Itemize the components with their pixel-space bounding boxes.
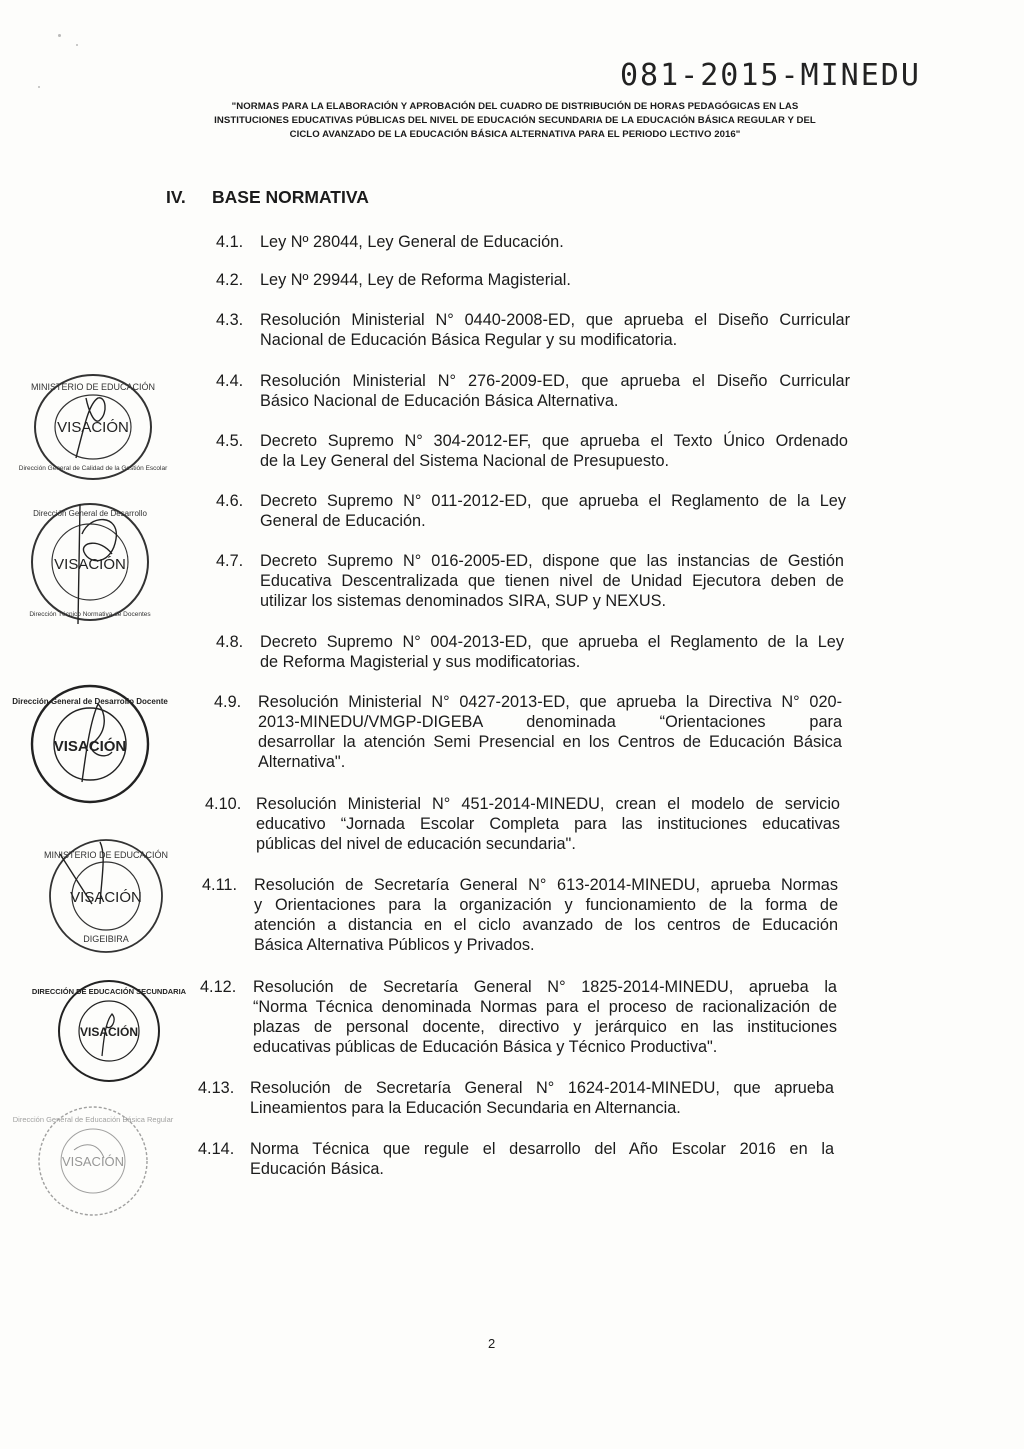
item-number: 4.13. bbox=[198, 1079, 235, 1097]
item-text-line: Educativa Descentralizada que tienen nivel de Unidad Ejecutora deben de bbox=[260, 572, 844, 590]
item-text-line: Decreto Supremo N° 016-2005-ED, dispone que las instancias de Gestión bbox=[260, 552, 844, 570]
item-number: 4.14. bbox=[198, 1140, 235, 1158]
document-title-line: "NORMAS PARA LA ELABORACIÓN Y APROBACIÓN DEL CUADRO DE DISTRIBUCIÓN DE HORAS PEDAGÓGICAS EN LAS bbox=[231, 101, 799, 112]
item-text-line: Resolución Ministerial N° 276-2009-ED, que aprueba el Diseño Curricular bbox=[260, 372, 850, 390]
item-text-line: Resolución de Secretaría General N° 1825-2014-MINEDU, aprueba la bbox=[253, 978, 837, 996]
item-text-line: Decreto Supremo N° 304-2012-EF, que aprueba el Texto Único Ordenado bbox=[260, 432, 848, 450]
visacion-stamp-icon bbox=[40, 834, 172, 958]
scan-speck bbox=[76, 44, 78, 46]
svg-text:VISACIÓN: VISACIÓN bbox=[70, 889, 142, 906]
item-text-line: Decreto Supremo N° 004-2013-ED, que aprueba el Reglamento de la Ley bbox=[260, 633, 844, 651]
item-number: 4.11. bbox=[202, 876, 238, 894]
scan-speck bbox=[38, 86, 40, 88]
item-text-line: Resolución Ministerial N° 451-2014-MINEDU, crean el modelo de servicio bbox=[256, 795, 840, 813]
document-title-line: INSTITUCIONES EDUCATIVAS PÚBLICAS DEL NIVEL DE EDUCACIÓN SECUNDARIA DE LA EDUCACIÓN BÁSICA REGULAR Y DEL bbox=[214, 115, 816, 126]
item-text-line: Resolución de Secretaría General N° 613-2014-MINEDU, aprueba Normas bbox=[254, 876, 838, 894]
svg-text:VISACIÓN: VISACIÓN bbox=[57, 419, 129, 436]
item-text-line: Alternativa". bbox=[258, 753, 346, 771]
item-text-line: General de Educación. bbox=[260, 512, 426, 530]
page-number: 2 bbox=[488, 1336, 496, 1351]
item-number: 4.5. bbox=[216, 432, 244, 450]
item-number: 4.7. bbox=[216, 552, 244, 570]
scan-speck bbox=[58, 34, 61, 37]
item-text-line: Norma Técnica que regule el desarrollo del Año Escolar 2016 en la bbox=[250, 1140, 834, 1158]
item-number: 4.6. bbox=[216, 492, 244, 510]
document-number: 081-2015-MINEDU bbox=[620, 58, 921, 93]
item-text-line: atención a distancia en el ciclo avanzado de los centros de Educación bbox=[254, 916, 838, 934]
svg-text:Dirección General de Educación: Dirección General de Educación Básica Regular bbox=[12, 1115, 174, 1124]
item-text-line: “Norma Técnica denominada Normas para el proceso de racionalización de bbox=[253, 998, 837, 1016]
item-text-line: públicas del nivel de educación secundaria". bbox=[256, 835, 576, 853]
item-number: 4.9. bbox=[214, 693, 242, 711]
svg-text:Dirección Técnico Normativa de: Dirección Técnico Normativa de Docentes bbox=[29, 611, 151, 618]
visacion-stamp-icon bbox=[20, 494, 158, 630]
section-heading bbox=[166, 187, 369, 208]
item-number: 4.2. bbox=[216, 271, 244, 289]
svg-text:VISACIÓN: VISACIÓN bbox=[53, 738, 127, 755]
item-text-line: educativas públicas de Educación Básica y Técnico Productiva". bbox=[253, 1038, 718, 1056]
document-title-line: CICLO AVANZADO DE LA EDUCACIÓN BÁSICA ALTERNATIVA PARA EL PERIODO LECTIVO 2016" bbox=[289, 129, 741, 140]
item-text-line: educativo “Jornada Escolar Completa para las instituciones educativas bbox=[256, 815, 840, 833]
visacion-stamp-icon bbox=[12, 682, 168, 806]
item-text-line: de Reforma Magisterial y sus modificatorias. bbox=[260, 653, 581, 671]
svg-text:MINISTERIO DE EDUCACIÓN: MINISTERIO DE EDUCACIÓN bbox=[43, 850, 169, 860]
item-number: 4.12. bbox=[200, 978, 237, 996]
svg-text:VISACIÓN: VISACIÓN bbox=[61, 1154, 125, 1169]
item-text-line: Básico Nacional de Educación Básica Alternativa. bbox=[260, 392, 619, 410]
item-text-line: Ley Nº 28044, Ley General de Educación. bbox=[260, 233, 564, 251]
svg-text:Dirección General de Calidad d: Dirección General de Calidad de la Gestión Escolar bbox=[18, 465, 168, 472]
section-number: IV. bbox=[166, 187, 186, 207]
item-text-line: y Orientaciones para la organización y funcionamiento de la forma de bbox=[254, 896, 838, 914]
item-text-line: Resolución Ministerial N° 0440-2008-ED, que aprueba el Diseño Curricular bbox=[260, 311, 850, 329]
svg-text:DIGEIBIRA: DIGEIBIRA bbox=[83, 934, 129, 944]
svg-text:Dirección General de Desarroll: Dirección General de Desarrollo Docente bbox=[12, 697, 168, 706]
visacion-stamp-icon bbox=[12, 1102, 174, 1220]
item-number: 4.8. bbox=[216, 633, 244, 651]
item-text-line: desarrollar la atención Semi Presencial en los Centros de Educación Básica bbox=[258, 733, 842, 751]
svg-text:MINISTERIO DE EDUCACIÓN: MINISTERIO DE EDUCACIÓN bbox=[30, 382, 156, 392]
visacion-stamp-icon bbox=[31, 976, 187, 1086]
item-number: 4.4. bbox=[216, 372, 244, 390]
item-text-line: Educación Básica. bbox=[250, 1160, 384, 1178]
svg-text:VISACIÓN: VISACIÓN bbox=[79, 1025, 139, 1039]
item-text-line: Lineamientos para la Educación Secundaria en Alternancia. bbox=[250, 1099, 681, 1117]
item-number: 4.3. bbox=[216, 311, 244, 329]
visacion-stamp-icon bbox=[18, 368, 168, 486]
item-number: 4.1. bbox=[216, 233, 244, 251]
item-text-line: Nacional de Educación Básica Regular y su modificatoria. bbox=[260, 331, 678, 349]
item-text-line: Resolución Ministerial N° 0427-2013-ED, que aprueba la Directiva N° 020- bbox=[258, 693, 842, 711]
item-text-line: Ley Nº 29944, Ley de Reforma Magisterial. bbox=[260, 271, 571, 289]
item-text-line: plazas de personal docente, directivo y jerárquico en las instituciones bbox=[253, 1018, 837, 1036]
item-text-line: Básica Alternativa Públicos y Privados. bbox=[254, 936, 535, 954]
svg-text:Dirección General de Desarroll: Dirección General de Desarrollo bbox=[33, 509, 147, 518]
item-text-line: Resolución de Secretaría General N° 1624-2014-MINEDU, que aprueba bbox=[250, 1079, 834, 1097]
svg-text:DIRECCIÓN DE EDUCACIÓN SECUNDA: DIRECCIÓN DE EDUCACIÓN SECUNDARIA bbox=[31, 987, 187, 996]
item-text-line: Decreto Supremo N° 011-2012-ED, que aprueba el Reglamento de la Ley bbox=[260, 492, 846, 510]
section-title: BASE NORMATIVA bbox=[212, 187, 369, 207]
item-number: 4.10. bbox=[205, 795, 242, 813]
item-text-line: de la Ley General del Sistema Nacional de Presupuesto. bbox=[260, 452, 670, 470]
item-text-line: utilizar los sistemas denominados SIRA, SUP y NEXUS. bbox=[260, 592, 666, 610]
svg-text:VISACIÓN: VISACIÓN bbox=[54, 556, 126, 573]
document-title bbox=[150, 100, 880, 142]
item-text-line: 2013-MINEDU/VMGP-DIGEBA denominada “Orientaciones para bbox=[258, 713, 842, 731]
